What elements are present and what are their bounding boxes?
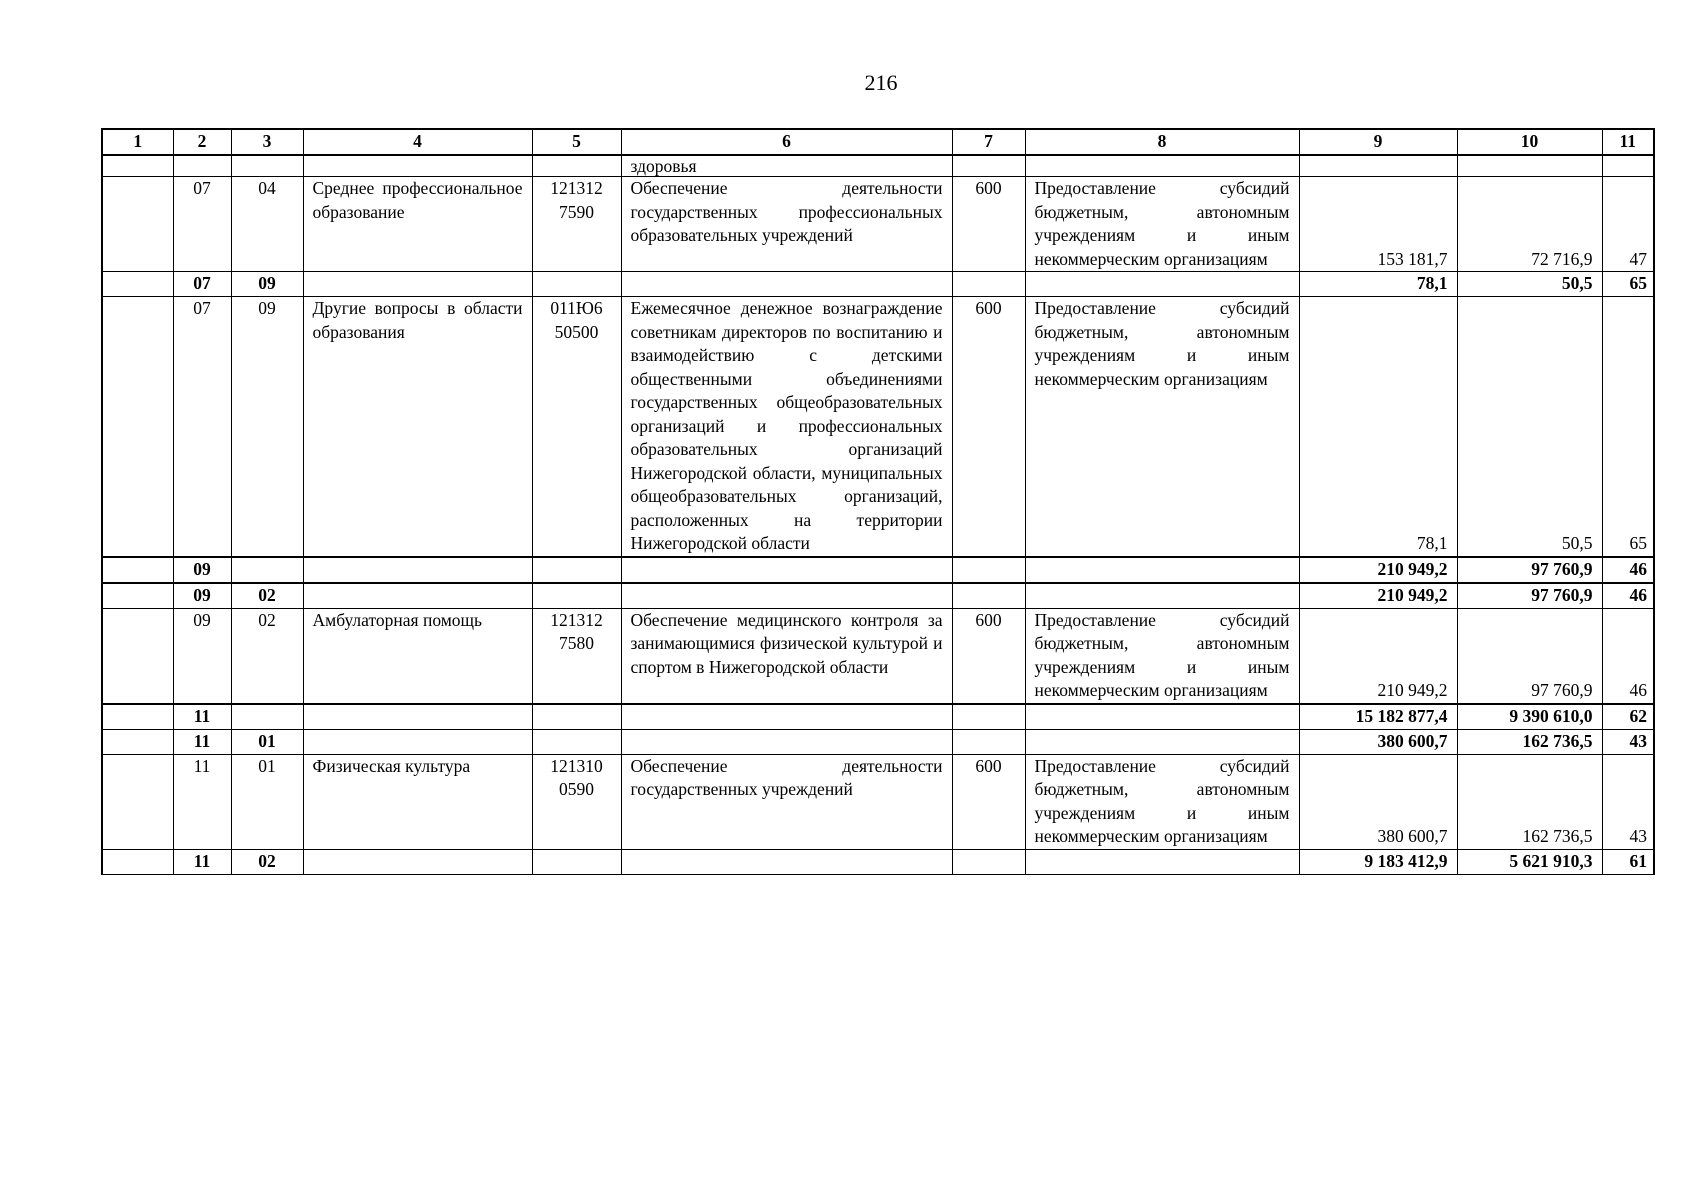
column-header: 2 [173, 129, 231, 155]
cell-col-2: 11 [173, 704, 231, 730]
cell-col-6 [621, 704, 952, 730]
cell-col-5 [532, 729, 621, 754]
cell-col-7 [952, 272, 1025, 297]
cell-col-6: Обеспечение медицинского контроля за занимающимися физической культурой и спортом в Нижегородской области [621, 608, 952, 704]
cell-col-11: 65 [1602, 297, 1654, 557]
cell-col-2: 07 [173, 297, 231, 557]
cell-col-3: 04 [231, 177, 303, 272]
page-number: 216 [864, 70, 898, 95]
cell-col-5: 121312 7590 [532, 177, 621, 272]
cell-col-10: 5 621 910,3 [1457, 849, 1602, 874]
cell-col-8 [1025, 704, 1299, 730]
cell-col-5 [532, 272, 621, 297]
cell-col-7: 600 [952, 297, 1025, 557]
cell-col-8: Предоставление субсидий бюджетным, автономным учреждениям и иным некоммерческим организациям [1025, 297, 1299, 557]
cell-col-6: Обеспечение деятельности государственных профессиональных образовательных учреждений [621, 177, 952, 272]
cell-col-8 [1025, 583, 1299, 609]
cell-col-1 [102, 849, 173, 874]
cell-col-10: 97 760,9 [1457, 608, 1602, 704]
cell-col-10: 162 736,5 [1457, 729, 1602, 754]
cell-col-11: 46 [1602, 557, 1654, 583]
column-header: 1 [102, 129, 173, 155]
cell-col-9: 210 949,2 [1299, 583, 1457, 609]
column-header: 7 [952, 129, 1025, 155]
cell-col-9: 9 183 412,9 [1299, 849, 1457, 874]
column-header: 6 [621, 129, 952, 155]
cell-col-6 [621, 583, 952, 609]
cell-col-8 [1025, 849, 1299, 874]
cell-col-5 [532, 704, 621, 730]
cell-col-11: 46 [1602, 583, 1654, 609]
subtotal-row [102, 583, 1654, 609]
cell-col-3: 02 [231, 849, 303, 874]
column-header: 9 [1299, 129, 1457, 155]
column-header: 10 [1457, 129, 1602, 155]
cell-col-9: 153 181,7 [1299, 177, 1457, 272]
cell-col-3 [231, 557, 303, 583]
cell-col-6 [621, 729, 952, 754]
cell-col-9: 15 182 877,4 [1299, 704, 1457, 730]
cell-col-4 [303, 557, 532, 583]
cell-col-9: 210 949,2 [1299, 557, 1457, 583]
cell-col-1 [102, 754, 173, 849]
cell-col-7: 600 [952, 608, 1025, 704]
cell-col-6 [621, 557, 952, 583]
cell-col-7 [952, 557, 1025, 583]
cell-col-7: 600 [952, 754, 1025, 849]
cell-col-3: 09 [231, 297, 303, 557]
column-header: 8 [1025, 129, 1299, 155]
cell-col-1 [102, 583, 173, 609]
cell-col-4 [303, 849, 532, 874]
cell-col-1 [102, 177, 173, 272]
cell-col-11: 62 [1602, 704, 1654, 730]
subtotal-row [102, 729, 1654, 754]
cell-col-9: 380 600,7 [1299, 754, 1457, 849]
table-row [102, 177, 1654, 272]
cell-col-1 [102, 297, 173, 557]
cell-col-8: Предоставление субсидий бюджетным, автономным учреждениям и иным некоммерческим организациям [1025, 754, 1299, 849]
cell-col-2: 09 [173, 583, 231, 609]
cell-col-11: 61 [1602, 849, 1654, 874]
cell-col-10: 97 760,9 [1457, 557, 1602, 583]
cell-col-8: Предоставление субсидий бюджетным, автономным учреждениям и иным некоммерческим организациям [1025, 177, 1299, 272]
cell-col-11: 43 [1602, 754, 1654, 849]
cell-col-3 [231, 704, 303, 730]
cell-col-8 [1025, 272, 1299, 297]
cell-col-9: 78,1 [1299, 297, 1457, 557]
subtotal-row [102, 704, 1654, 730]
subtotal-row [102, 557, 1654, 583]
cell-col-7: 600 [952, 177, 1025, 272]
cell-col-2: 11 [173, 849, 231, 874]
cell-col-2: 11 [173, 729, 231, 754]
cell-col-3: 01 [231, 754, 303, 849]
budget-table [101, 128, 1655, 875]
cell-col-1 [102, 608, 173, 704]
cell-col-1 [102, 704, 173, 730]
table-row [102, 297, 1654, 557]
cell-col-3: 02 [231, 583, 303, 609]
cell-col-5 [532, 849, 621, 874]
cell-col-4 [303, 583, 532, 609]
cell-col-6: Обеспечение деятельности государственных учреждений [621, 754, 952, 849]
cell-col-7 [952, 583, 1025, 609]
cell-col-2: 07 [173, 177, 231, 272]
cell-col-6 [621, 272, 952, 297]
cell-col-9: 380 600,7 [1299, 729, 1457, 754]
cell-col-4 [303, 704, 532, 730]
cell-col-4 [303, 272, 532, 297]
cell-col-11: 65 [1602, 272, 1654, 297]
cell-col-3: 01 [231, 729, 303, 754]
cell-col-1 [102, 272, 173, 297]
cell-col-11: 47 [1602, 177, 1654, 272]
cell-col-8 [1025, 729, 1299, 754]
cell-col-9: 210 949,2 [1299, 608, 1457, 704]
carry-over-row [102, 155, 1654, 177]
cell-col-8 [1025, 557, 1299, 583]
cell-col-7 [952, 704, 1025, 730]
cell-col-2: 11 [173, 754, 231, 849]
subtotal-row [102, 849, 1654, 874]
cell-col-8: Предоставление субсидий бюджетным, автономным учреждениям и иным некоммерческим организациям [1025, 608, 1299, 704]
cell-col-4: Другие вопросы в области образования [303, 297, 532, 557]
cell-col-10: 50,5 [1457, 297, 1602, 557]
cell-col-10: 9 390 610,0 [1457, 704, 1602, 730]
column-header: 11 [1602, 129, 1654, 155]
cell-col-11: 46 [1602, 608, 1654, 704]
cell-col-1 [102, 729, 173, 754]
carry-over-text: здоровья [621, 155, 952, 177]
cell-col-5: 011Ю6 50500 [532, 297, 621, 557]
cell-col-10: 162 736,5 [1457, 754, 1602, 849]
column-header: 3 [231, 129, 303, 155]
cell-col-5 [532, 557, 621, 583]
cell-col-2: 09 [173, 608, 231, 704]
cell-col-3: 02 [231, 608, 303, 704]
cell-col-5: 121312 7580 [532, 608, 621, 704]
cell-col-6: Ежемесячное денежное вознаграждение советникам директоров по воспитанию и взаимодействию с детскими общественными объединениями государственных общеобразовательных организаций и профессиональных образовательных организаций Нижегородской области, муниципальных общеобразовательных организаций, расположенных на территории Нижегородской области [621, 297, 952, 557]
column-header: 5 [532, 129, 621, 155]
cell-col-9: 78,1 [1299, 272, 1457, 297]
cell-col-10: 97 760,9 [1457, 583, 1602, 609]
cell-col-6 [621, 849, 952, 874]
cell-col-7 [952, 849, 1025, 874]
cell-col-4 [303, 729, 532, 754]
cell-col-3: 09 [231, 272, 303, 297]
cell-col-10: 50,5 [1457, 272, 1602, 297]
table-header-row [102, 129, 1654, 155]
cell-col-4: Амбулаторная помощь [303, 608, 532, 704]
cell-col-10: 72 716,9 [1457, 177, 1602, 272]
cell-col-7 [952, 729, 1025, 754]
table-row [102, 754, 1654, 849]
column-header: 4 [303, 129, 532, 155]
cell-col-2: 07 [173, 272, 231, 297]
cell-col-2: 09 [173, 557, 231, 583]
cell-col-5: 121310 0590 [532, 754, 621, 849]
cell-col-1 [102, 557, 173, 583]
table-row [102, 608, 1654, 704]
cell-col-11: 43 [1602, 729, 1654, 754]
cell-col-5 [532, 583, 621, 609]
cell-col-4: Среднее профессиональное образование [303, 177, 532, 272]
subtotal-row [102, 272, 1654, 297]
cell-col-4: Физическая культура [303, 754, 532, 849]
